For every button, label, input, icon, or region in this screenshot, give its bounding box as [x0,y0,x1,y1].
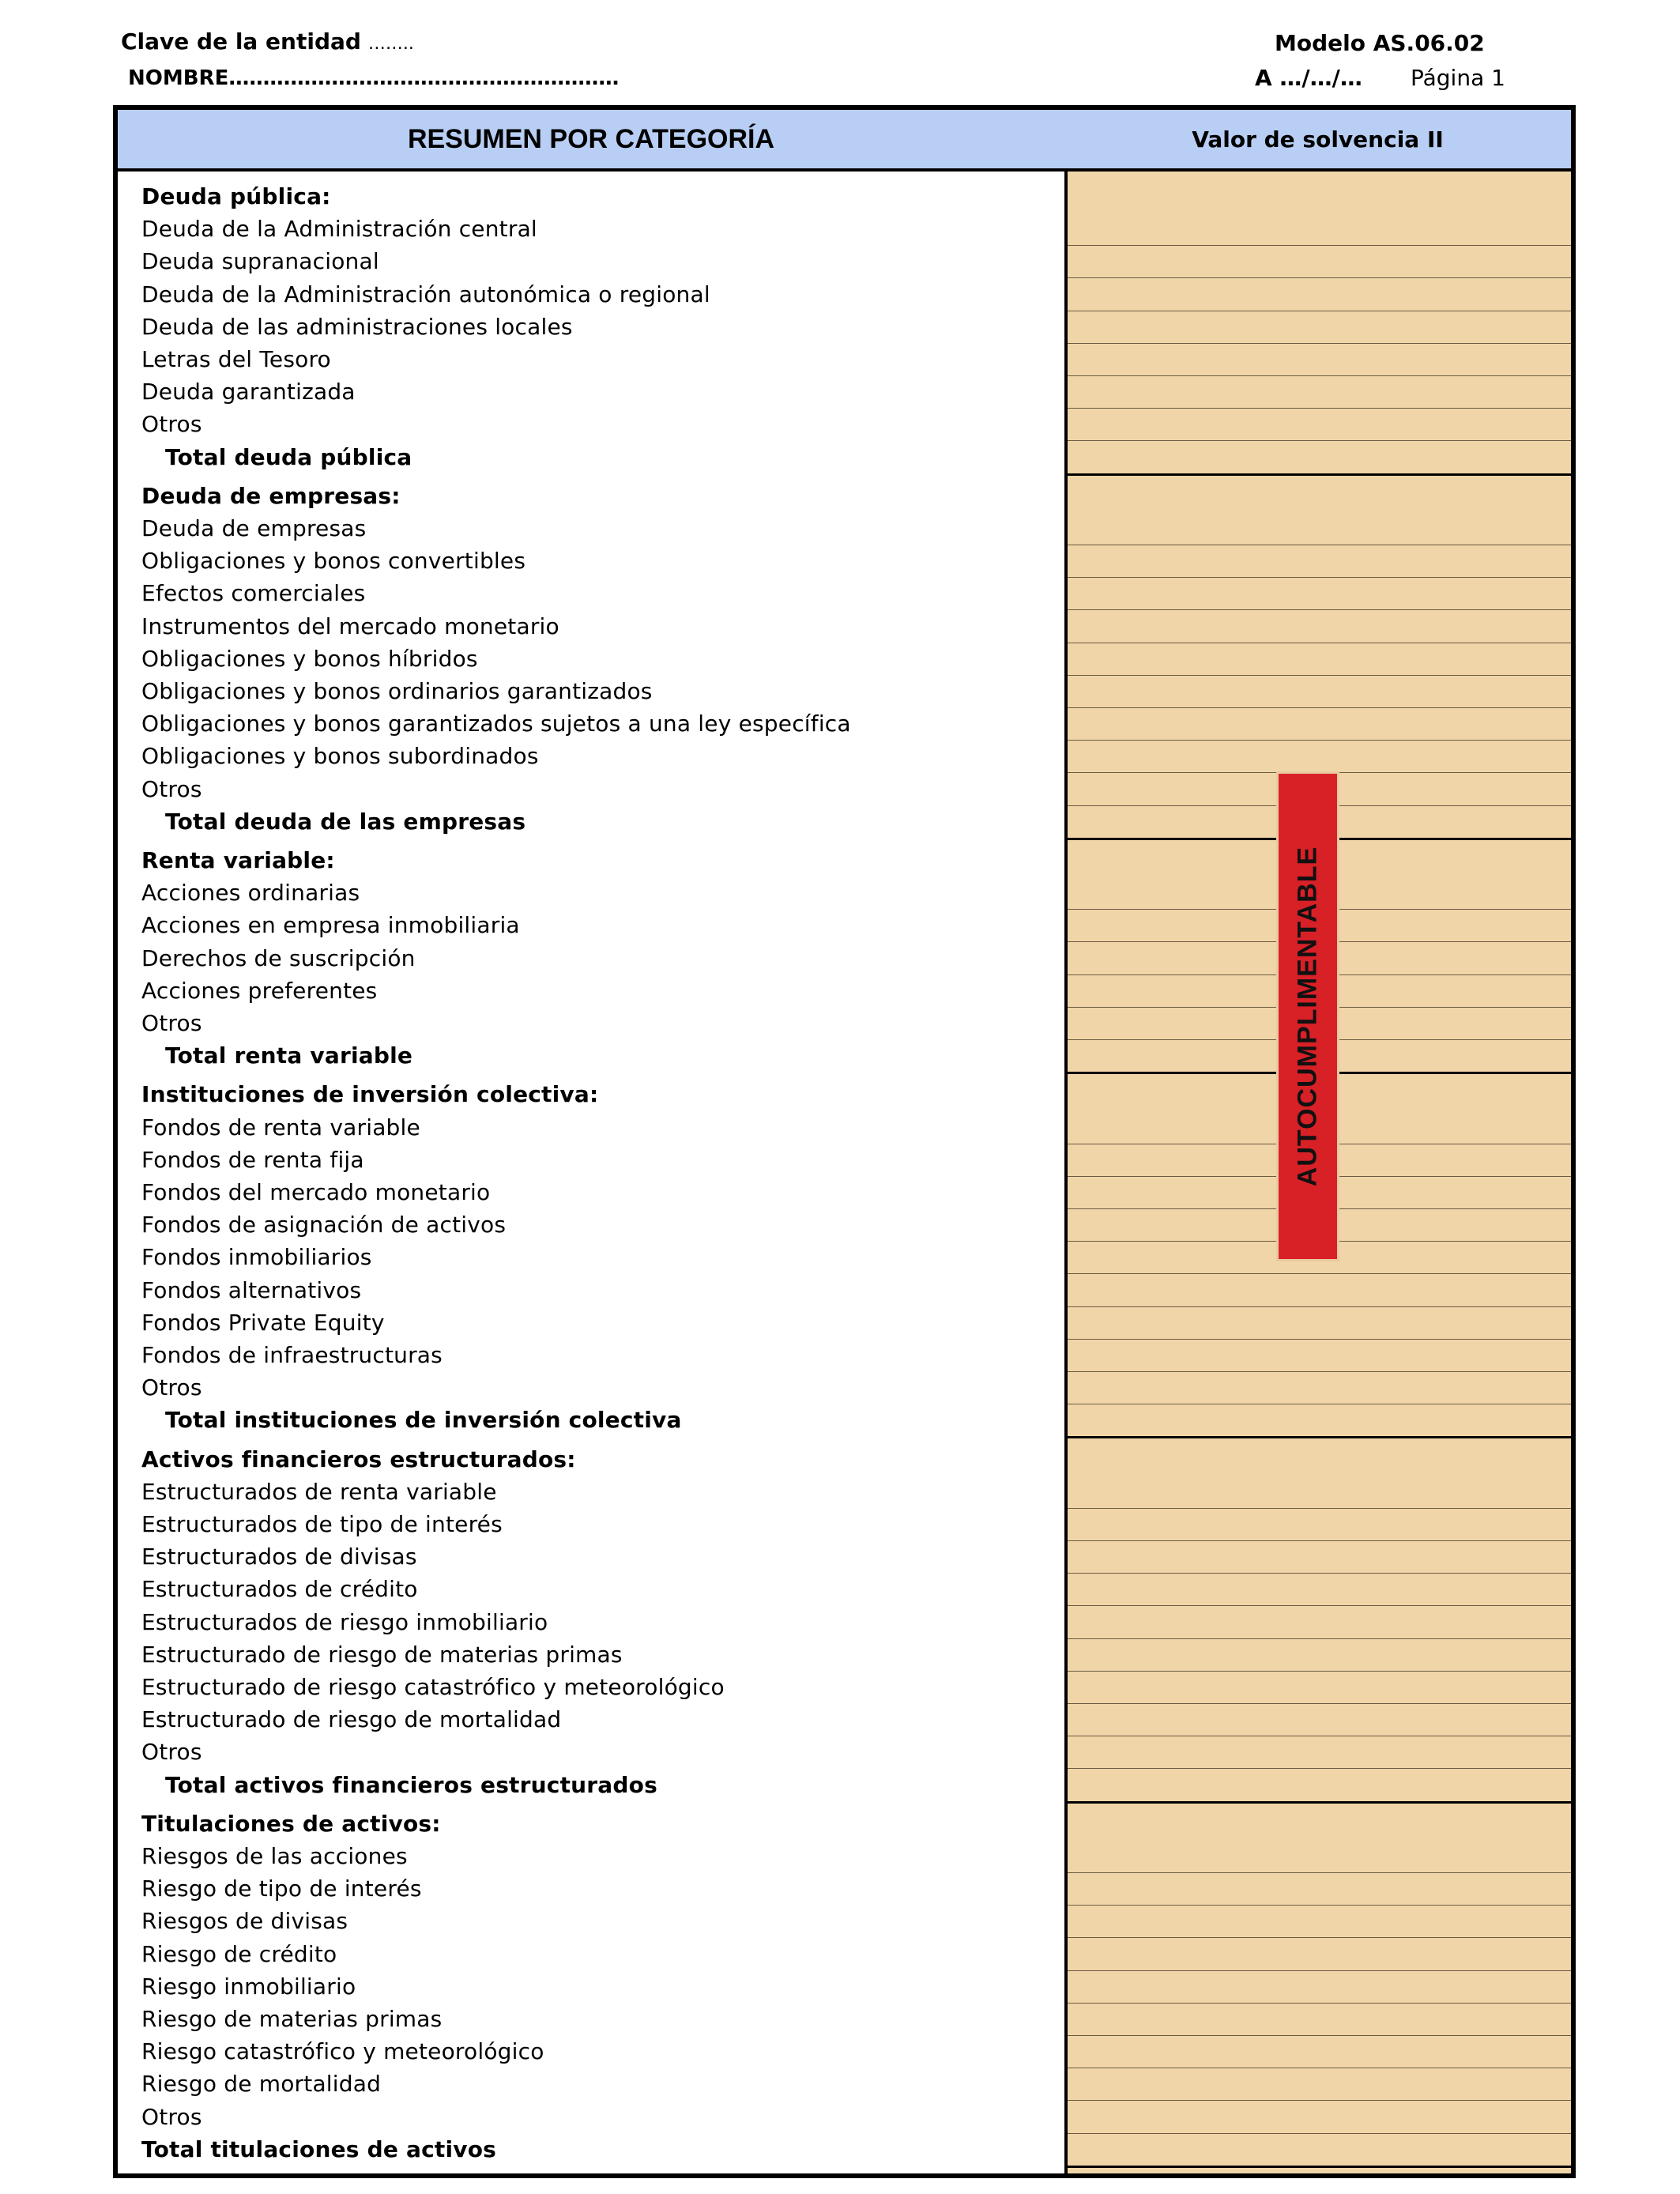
table-title: RESUMEN POR CATEGORÍA [407,123,775,154]
category-item: Estructurados de divisas [141,1544,417,1570]
category-item: Deuda de la Administración central [141,216,537,243]
category-item: Estructurado de riesgo catastrófico y meteorológico [141,1674,725,1700]
category-item: Fondos de infraestructuras [141,1342,443,1368]
category-item: Deuda supranacional [141,248,379,275]
category-item: Otros [141,1010,202,1036]
category-heading: Deuda pública: [141,183,331,209]
report-date-text: A …/…/… [1255,65,1362,91]
value-group-separator [1068,1801,1571,1804]
value-cell-line [1068,675,1571,676]
value-cell-line [1068,1671,1571,1672]
value-cell-line [1068,375,1571,376]
autofill-stamp [1276,771,1339,1261]
value-cell-line [1068,1273,1571,1274]
value-cell-line [1068,1573,1571,1574]
report-date [1255,65,1362,91]
value-cell-line [1068,2100,1571,2101]
category-item: Otros [141,1739,202,1766]
value-cell-line [1068,1970,1571,1971]
category-item: Riesgos de divisas [141,1908,348,1935]
category-item: Deuda garantizada [141,379,356,405]
category-item: Otros [141,775,202,802]
category-item: Riesgo inmobiliario [141,1973,356,2000]
value-cell-line [1068,343,1571,344]
category-item: Obligaciones y bonos garantizados sujetos a una ley específica [141,711,851,737]
category-item: Otros [141,411,202,438]
category-item: Obligaciones y bonos híbridos [141,645,478,672]
value-cell-line [1068,609,1571,610]
category-item: Efectos comerciales [141,580,366,607]
category-item: Letras del Tesoro [141,346,331,372]
value-group-separator [1068,1436,1571,1438]
entity-code-dots: …….. [367,34,414,54]
category-item: Obligaciones y bonos convertibles [141,548,526,575]
value-group-separator [1068,2166,1571,2168]
value-cell-line [1068,2133,1571,2134]
value-cell-line [1068,245,1571,246]
category-item: Deuda de empresas [141,515,367,541]
category-item: Obligaciones y bonos ordinarios garantizados [141,678,653,704]
category-item: Riesgo de crédito [141,1940,337,1967]
value-cell-line [1068,740,1571,741]
value-group-separator [1068,473,1571,476]
value-cell-line [1068,2035,1571,2036]
value-cell-line [1068,1768,1571,1769]
value-cell-line [1068,1905,1571,1906]
category-item: Riesgos de las acciones [141,1843,408,1869]
summary-table [113,105,1576,2178]
category-item: Deuda de las administraciones locales [141,313,573,340]
table-title-bar [118,110,1571,172]
category-heading: Activos financieros estructurados: [141,1446,576,1472]
category-item: Acciones en empresa inmobiliaria [141,912,520,939]
category-item: Otros [141,1374,202,1401]
value-cell-line [1068,277,1571,278]
category-item: Fondos de renta variable [141,1114,420,1140]
value-cell-line [1068,408,1571,409]
category-heading: Titulaciones de activos: [141,1810,441,1837]
category-heading: Renta variable: [141,847,335,873]
category-item: Acciones ordinarias [141,880,360,907]
entity-code-label [121,28,414,55]
entity-name-text: NOMBRE………………………………………………… [128,66,620,90]
category-item: Estructurados de riesgo inmobiliario [141,1608,548,1635]
value-cell-line [1068,1371,1571,1372]
category-item: Obligaciones y bonos subordinados [141,743,539,770]
category-item: Fondos alternativos [141,1276,362,1303]
category-item: Fondos del mercado monetario [141,1179,491,1205]
model-code [1275,30,1485,56]
value-cell-line [1068,1339,1571,1340]
value-cell-line [1068,2003,1571,2004]
category-item: Estructurado de riesgo de materias primas [141,1641,623,1668]
category-heading: Deuda de empresas: [141,482,401,509]
value-cell-line [1068,1306,1571,1307]
entity-name-label [128,66,619,90]
page-number [1411,65,1505,91]
value-column-header: Valor de solvencia II [1192,126,1444,153]
category-total: Total titulaciones de activos [141,2136,497,2162]
value-cell-line [1068,1508,1571,1509]
category-item: Estructurados de renta variable [141,1478,497,1505]
category-item: Otros [141,2103,202,2130]
category-item: Riesgo catastrófico y meteorológico [141,2038,544,2065]
value-cell-line [1068,1540,1571,1541]
model-code-text: Modelo AS.06.02 [1275,30,1485,56]
category-item: Fondos inmobiliarios [141,1244,372,1271]
category-item: Estructurados de crédito [141,1576,418,1603]
category-total: Total instituciones de inversión colectiva [165,1407,682,1434]
value-cell-line [1068,440,1571,441]
value-cell-line [1068,1872,1571,1873]
category-item: Fondos Private Equity [141,1309,385,1336]
category-item: Fondos de asignación de activos [141,1212,507,1238]
value-cell-line [1068,1703,1571,1704]
category-heading: Instituciones de inversión colectiva: [141,1081,599,1108]
category-item: Riesgo de tipo de interés [141,1875,422,1902]
autofill-stamp-text: AUTOCUMPLIMENTABLE [1292,846,1323,1187]
category-item: Riesgo de materias primas [141,2006,443,2032]
category-item: Riesgo de mortalidad [141,2071,382,2098]
category-total: Total renta variable [165,1042,413,1069]
value-cell-line [1068,1638,1571,1639]
value-cell-line [1068,707,1571,708]
category-total: Total activos financieros estructurados [165,1771,657,1798]
category-item: Deuda de la Administración autonómica o regional [141,281,710,307]
entity-code-text: Clave de la entidad [121,28,361,55]
category-item: Estructurados de tipo de interés [141,1511,503,1537]
category-item: Estructurado de riesgo de mortalidad [141,1706,562,1733]
category-item: Acciones preferentes [141,977,378,1004]
value-cell-line [1068,577,1571,578]
category-total: Total deuda de las empresas [165,808,526,835]
category-total: Total deuda pública [165,443,412,470]
value-cell-line [1068,1937,1571,1938]
category-item: Fondos de renta fija [141,1146,364,1173]
page-number-text: Página 1 [1411,65,1505,91]
category-item: Instrumentos del mercado monetario [141,613,559,639]
category-item: Derechos de suscripción [141,944,416,971]
value-cell-line [1068,1605,1571,1606]
